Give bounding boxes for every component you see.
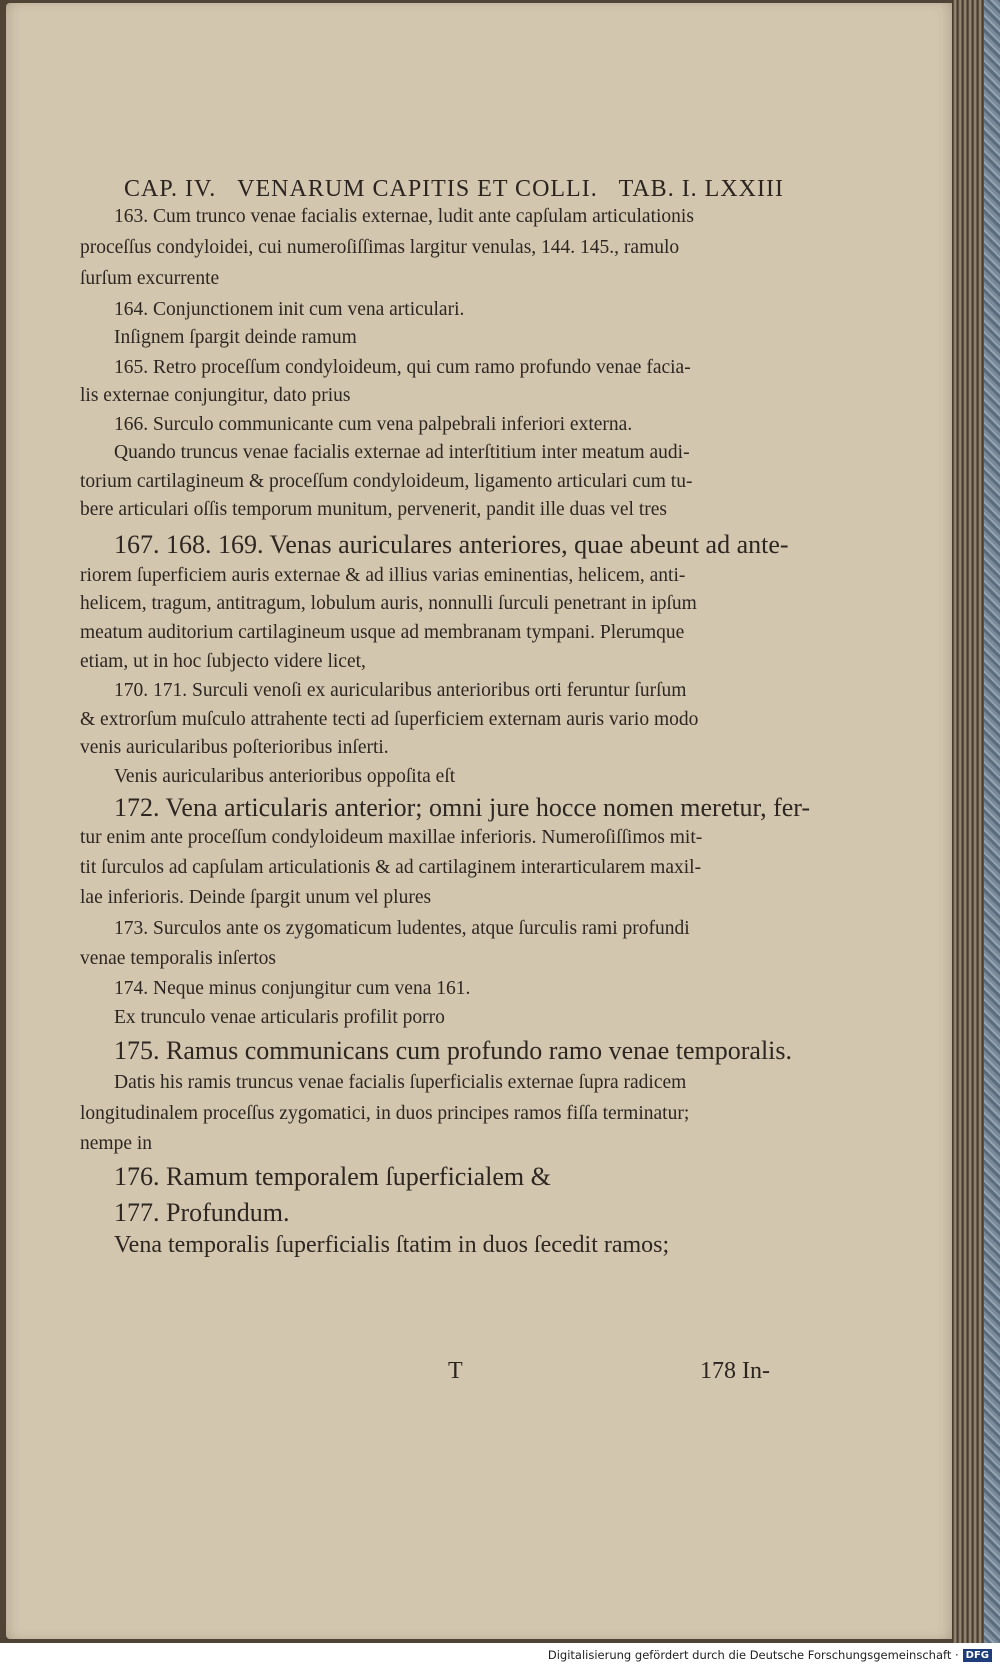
funding-footer [0,1643,1000,1667]
text-line: Datis his ramis truncus venae facialis ſuperficialis externae ſupra radicem [114,1072,687,1093]
text-line: tur enim ante proceſſum condyloideum maxillae inferioris. Numeroſiſſimos mit- [80,827,703,848]
text-line: lis externae conjungitur, dato prius [80,385,351,406]
text-line: 176. Ramum temporalem ſuperficialem & [114,1162,551,1191]
text-line: nempe in [80,1133,153,1154]
text-line: longitudinalem proceſſus zygomatici, in duos principes ramos fiſſa terminatur; [80,1103,690,1124]
text-line: 175. Ramus communicans cum profundo ramo venae temporalis. [114,1036,793,1065]
text-line: 164. Conjunctionem init cum vena articulari. [114,299,465,320]
text-line: 167. 168. 169. Venas auriculares anteriores, quae abeunt ad ante- [114,530,789,559]
text-line: 163. Cum trunco venae facialis externae, ludit ante capſulam articulationis [114,206,694,227]
text-line: etiam, ut in hoc ſubjecto videre licet, [80,651,366,672]
text-line: tit ſurculos ad capſulam articulationis & ad cartilaginem interarticularem maxil- [80,857,702,878]
text-line: 172. Vena articularis anterior; omni jure hocce nomen meretur, fer- [114,793,811,822]
text-line: helicem, tragum, antitragum, lobulum auris, nonnulli ſurculi penetrant in ipſum [80,593,697,614]
text-line: 166. Surculo communicante cum vena palpebrali inferiori externa. [114,414,633,435]
text-line: Inſignem ſpargit deinde ramum [114,327,357,348]
header-title: VENARUM CAPITIS ET COLLI. [237,176,598,202]
text-line: 165. Retro proceſſum condyloideum, qui cum ramo profundo venae facia- [114,357,691,378]
text-line: venis auricularibus poſterioribus inſerti. [80,737,389,758]
footer-text: Digitalisierung gefördert durch die Deutsche Forschungsgemeinschaft · [547,1648,959,1662]
book-cover-board [984,0,1000,1643]
text-line: 177. Profundum. [114,1198,290,1227]
text-line: Venis auricularibus anterioribus oppoſita eſt [114,766,456,787]
catchword: 178 In- [700,1358,770,1384]
text-line: meatum auditorium cartilagineum usque ad membranam tympani. Plerumque [80,622,685,643]
text-line: Quando truncus venae facialis externae ad interſtitium inter meatum audi- [114,442,690,463]
text-line: & extrorſum muſculo attrahente tecti ad ſuperficiem externam auris vario modo [80,709,699,730]
header-chapter: CAP. IV. [124,176,217,202]
text-line: ſurſum excurrente [80,268,220,289]
text-line: Ex trunculo venae articularis profilit porro [114,1007,445,1028]
text-line: 174. Neque minus conjungitur cum vena 161. [114,978,471,999]
text-line: Vena temporalis ſuperficialis ſtatim in duos ſecedit ramos; [114,1232,670,1258]
text-line: proceſſus condyloidei, cui numeroſiſſimas largitur venulas, 144. 145., ramulo [80,237,680,258]
dfg-logo: DFG [963,1649,992,1662]
text-line: bere articulari oſſis temporum munitum, pervenerit, pandit ille duas vel tres [80,499,667,520]
text-line: lae inferioris. Deinde ſpargit unum vel plures [80,887,432,908]
text-line: 173. Surculos ante os zygomaticum ludentes, atque ſurculis rami profundi [114,918,690,939]
text-line: riorem ſuperficiem auris externae & ad illius varias eminentias, helicem, anti- [80,565,686,586]
signature-mark: T [448,1358,463,1384]
text-line: venae temporalis inſertos [80,948,277,969]
text-line: 170. 171. Surculi venoſi ex auricularibus anterioribus orti feruntur ſurſum [114,680,687,701]
text-line: torium cartilagineum & proceſſum condyloideum, ligamento articulari cum tu- [80,471,693,492]
running-header [124,176,784,203]
header-table-page: TAB. I. LXXIII [618,176,784,202]
